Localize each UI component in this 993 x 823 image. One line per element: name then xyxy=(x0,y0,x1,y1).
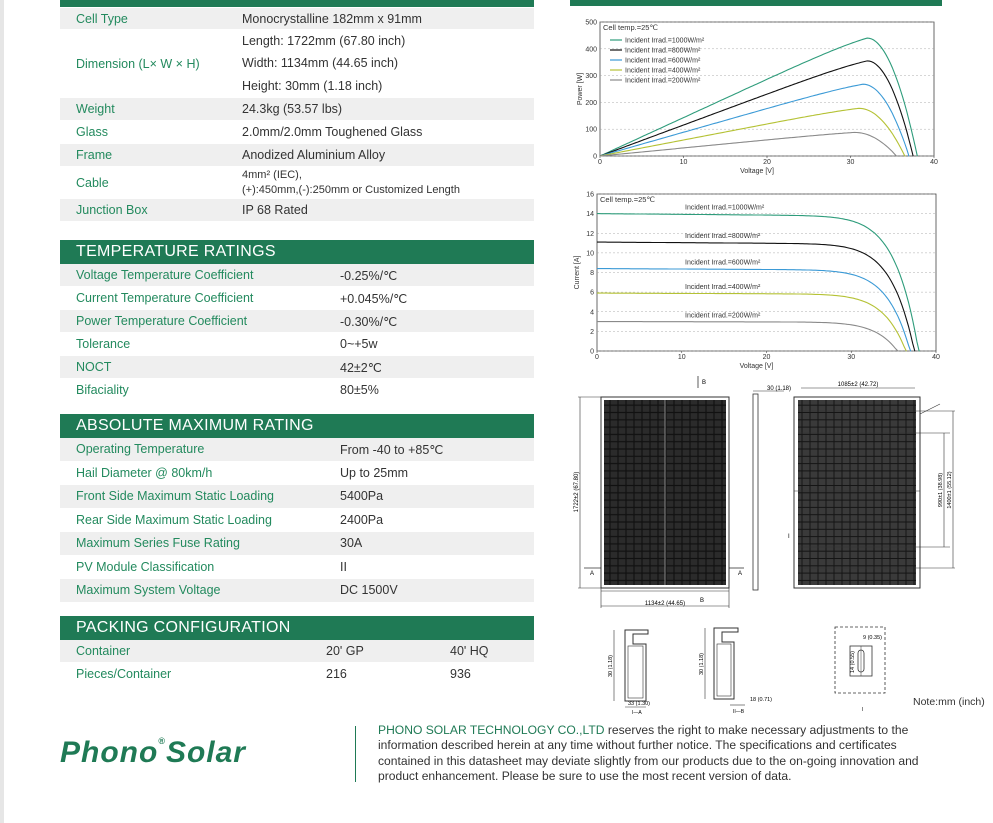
y-tick-label: 0 xyxy=(593,153,597,161)
mech-row xyxy=(60,30,534,98)
mech-row xyxy=(60,8,534,30)
frame-dimension: 30 (1.18) xyxy=(767,386,792,392)
y-tick-label: 14 xyxy=(586,211,594,219)
temperature-key: NOCT xyxy=(76,360,112,374)
profile-a-width: 33 (1.30) xyxy=(628,701,651,707)
absolute-row xyxy=(60,462,534,486)
electrical-header-bar xyxy=(570,0,942,6)
profile-b-label: II—B xyxy=(733,709,745,715)
footer-disclaimer xyxy=(378,723,952,784)
mech-key: Weight xyxy=(76,102,115,116)
legend-label: Incident Irrad.=800W/m² xyxy=(625,47,701,55)
temperature-key: Bifaciality xyxy=(76,383,129,397)
mechanical-header-bar xyxy=(60,0,534,7)
legend-label: Incident Irrad.=200W/m² xyxy=(625,77,701,85)
packing-title: PACKING CONFIGURATION xyxy=(60,616,534,640)
y-tick-label: 100 xyxy=(585,126,597,134)
temperature-row xyxy=(60,379,534,402)
temperature-value: 42±2℃ xyxy=(340,360,382,375)
legend-label: Incident Irrad.=1000W/m² xyxy=(625,37,705,45)
section-a-right: A xyxy=(738,571,743,577)
absolute-row xyxy=(60,438,534,462)
mech-key: Frame xyxy=(76,148,113,162)
packing-value-40hq: 40' HQ xyxy=(450,644,489,658)
x-tick-label: 40 xyxy=(930,159,938,166)
profile-a-label: I—A xyxy=(632,710,642,716)
temperature-key: Voltage Temperature Coefficient xyxy=(76,268,254,282)
x-tick-label: 0 xyxy=(595,354,599,361)
absolute-title: ABSOLUTE MAXIMUM RATING xyxy=(60,414,534,438)
mech-value: IP 68 Rated xyxy=(242,203,308,217)
legend-label: Incident Irrad.=400W/m² xyxy=(625,67,701,75)
mech-value-line: 4mm² (IEC), xyxy=(242,168,302,181)
company-name: PHONO SOLAR TECHNOLOGY CO.,LTD xyxy=(378,723,605,737)
x-tick-label: 10 xyxy=(679,159,688,166)
profile-b-width: 18 (0.71) xyxy=(750,697,773,703)
curve-label: Incident Irrad.=600W/m² xyxy=(685,259,761,267)
temperature-row xyxy=(60,356,534,379)
mech-key: Dimension (L× W × H) xyxy=(76,56,200,71)
y-tick-label: 200 xyxy=(585,99,597,107)
series-line-3 xyxy=(600,108,905,156)
y-tick-label: 500 xyxy=(585,19,597,27)
packing-row xyxy=(60,663,534,686)
absolute-key: Hail Diameter @ 80km/h xyxy=(76,465,213,480)
side-view xyxy=(753,394,758,590)
absolute-key: Maximum Series Fuse Rating xyxy=(76,536,240,551)
chart-title: Cell temp.=25℃ xyxy=(600,195,655,204)
curve-label: Incident Irrad.=1000W/m² xyxy=(685,204,765,212)
packing-row xyxy=(60,640,534,663)
profile-b xyxy=(714,628,738,699)
current-voltage-chart xyxy=(570,188,942,374)
absolute-value: From -40 to +85℃ xyxy=(340,442,444,457)
mech-key: Cell Type xyxy=(76,11,128,26)
temperature-row xyxy=(60,264,534,287)
temperature-key: Power Temperature Coefficient xyxy=(76,314,248,328)
x-tick-label: 20 xyxy=(763,159,771,166)
brand-logo xyxy=(60,736,246,770)
section-b-bottom: B xyxy=(700,598,705,604)
hole-width: 9 (0.35) xyxy=(863,635,882,641)
y-axis-label: Power [W] xyxy=(577,72,584,106)
mech-value xyxy=(242,167,460,198)
temperature-value: -0.30%/℃ xyxy=(340,314,398,329)
packing-value-20gp: 20' GP xyxy=(326,644,364,658)
section-a-left: A xyxy=(590,571,595,577)
hole-label: I xyxy=(862,707,864,713)
y-tick-label: 6 xyxy=(590,289,594,297)
curve-label: Incident Irrad.=800W/m² xyxy=(685,233,761,241)
absolute-row xyxy=(60,579,534,603)
absolute-row xyxy=(60,509,534,533)
temperature-value: 0~+5w xyxy=(340,337,378,351)
y-tick-label: 300 xyxy=(585,73,597,81)
footer-divider xyxy=(355,726,356,782)
mech-value-line: (+):450mm,(-):250mm or Customized Length xyxy=(242,184,460,197)
units-note: Note:mm (inch) xyxy=(913,696,985,708)
top-dimension: 1085±2 (42.72) xyxy=(837,382,879,388)
y-tick-label: 10 xyxy=(586,250,594,258)
absolute-key: Maximum System Voltage xyxy=(76,583,221,598)
temperature-row xyxy=(60,310,534,333)
series-line-2 xyxy=(600,84,909,156)
section-b-top: B xyxy=(702,380,707,386)
profile-b-height: 30 (1.18) xyxy=(699,652,705,676)
mech-value-line: Width: 1134mm (44.65 inch) xyxy=(242,56,399,71)
mount-dimension-2: 1400±1 (55.12) xyxy=(947,471,953,509)
mech-value xyxy=(242,30,405,97)
y-tick-label: 8 xyxy=(590,270,594,277)
mech-value: 24.3kg (53.57 lbs) xyxy=(242,102,343,116)
absolute-row xyxy=(60,556,534,580)
back-panel-cells xyxy=(798,400,916,585)
registered-mark: ® xyxy=(158,736,166,746)
x-tick-label: 10 xyxy=(677,354,686,361)
y-tick-label: 2 xyxy=(590,328,594,336)
mech-row xyxy=(60,121,534,144)
module-drawing xyxy=(570,376,992,721)
mech-row xyxy=(60,98,534,121)
packing-table xyxy=(60,616,534,686)
temperature-title: TEMPERATURE RATINGS xyxy=(60,240,534,264)
temperature-key: Tolerance xyxy=(76,337,131,351)
absolute-value: 5400Pa xyxy=(340,489,384,504)
y-axis-label: Current [A] xyxy=(574,255,581,290)
mech-value: Anodized Aluminium Alloy xyxy=(242,148,386,162)
profile-a-height: 30 (1.18) xyxy=(608,654,614,678)
brand-word-1: Phono xyxy=(60,736,159,769)
temperature-key: Current Temperature Coefficient xyxy=(76,291,254,305)
x-tick-label: 30 xyxy=(847,354,856,361)
mech-row xyxy=(60,167,534,199)
temperature-value: -0.25%/℃ xyxy=(340,268,398,283)
absolute-value: 30A xyxy=(340,536,363,551)
absolute-value: DC 1500V xyxy=(340,583,398,598)
absolute-key: PV Module Classification xyxy=(76,559,215,574)
chart-title: Cell temp.=25℃ xyxy=(603,23,658,32)
temperature-row xyxy=(60,333,534,356)
x-tick-label: 40 xyxy=(932,354,940,361)
mech-key: Cable xyxy=(76,175,109,190)
temperature-row xyxy=(60,287,534,310)
absolute-value: II xyxy=(340,559,347,574)
mech-row xyxy=(60,144,534,167)
series-line-4 xyxy=(597,322,898,351)
mount-dimension-1: 990±1 (38.98) xyxy=(938,472,944,508)
hole-height: 14 (0.55) xyxy=(850,650,856,674)
absolute-key: Front Side Maximum Static Loading xyxy=(76,489,275,504)
power-voltage-chart xyxy=(570,14,942,182)
brand-word-2: Solar xyxy=(165,736,246,769)
mech-row xyxy=(60,199,534,222)
profile-a xyxy=(625,630,648,701)
mech-value-line: Height: 30mm (1.18 inch) xyxy=(242,78,383,93)
series-line-2 xyxy=(597,269,911,351)
packing-key: Container xyxy=(76,644,131,658)
y-tick-label: 4 xyxy=(590,309,594,317)
mech-value: 2.0mm/2.0mm Toughened Glass xyxy=(242,125,423,139)
x-axis-label: Voltage [V] xyxy=(739,363,774,370)
mech-key: Junction Box xyxy=(76,203,148,217)
packing-value-20gp: 216 xyxy=(326,667,347,681)
mechanical-table xyxy=(60,8,534,222)
x-tick-label: 30 xyxy=(846,159,855,166)
disclaimer-text: reserves the right to make necessary adjustments to the information described herein at any time without further notice. The specifications and certificates contained in this datasheet may deviate slightly from our products due to the on-going innovation and product enhancement. Please be sure to use the most recent version of data. xyxy=(378,723,919,783)
series-line-1 xyxy=(600,61,913,156)
mech-value: Monocrystalline 182mm x 91mm xyxy=(242,11,422,26)
absolute-row xyxy=(60,485,534,509)
packing-value-40hq: 936 xyxy=(450,667,471,681)
packing-key: Pieces/Container xyxy=(76,667,172,681)
temperature-table xyxy=(60,240,534,402)
absolute-value: Up to 25mm xyxy=(340,465,409,480)
curve-label: Incident Irrad.=400W/m² xyxy=(685,284,761,292)
y-tick-label: 12 xyxy=(586,230,594,238)
y-tick-label: 400 xyxy=(585,46,597,54)
absolute-row xyxy=(60,532,534,556)
x-tick-label: 0 xyxy=(598,159,602,166)
absolute-value: 2400Pa xyxy=(340,512,384,527)
mech-value-line: Length: 1722mm (67.80 inch) xyxy=(242,34,406,49)
x-axis-label: Voltage [V] xyxy=(740,168,774,175)
temperature-value: 80±5% xyxy=(340,383,379,397)
series-line-1 xyxy=(597,242,915,351)
y-tick-label: 16 xyxy=(586,191,594,199)
length-dimension: 1722±2 (67.80) xyxy=(574,471,580,513)
absolute-key: Rear Side Maximum Static Loading xyxy=(76,512,272,527)
width-dimension: 1134±2 (44.65) xyxy=(644,601,686,607)
absolute-table xyxy=(60,414,534,603)
temperature-value: +0.045%/℃ xyxy=(340,291,408,306)
x-tick-label: 20 xyxy=(762,354,771,361)
curve-label: Incident Irrad.=200W/m² xyxy=(685,312,761,320)
y-tick-label: 0 xyxy=(590,348,594,356)
absolute-key: Operating Temperature xyxy=(76,442,205,457)
section-c-label: I xyxy=(788,534,790,540)
legend-label: Incident Irrad.=600W/m² xyxy=(625,57,701,65)
mech-key: Glass xyxy=(76,125,108,139)
